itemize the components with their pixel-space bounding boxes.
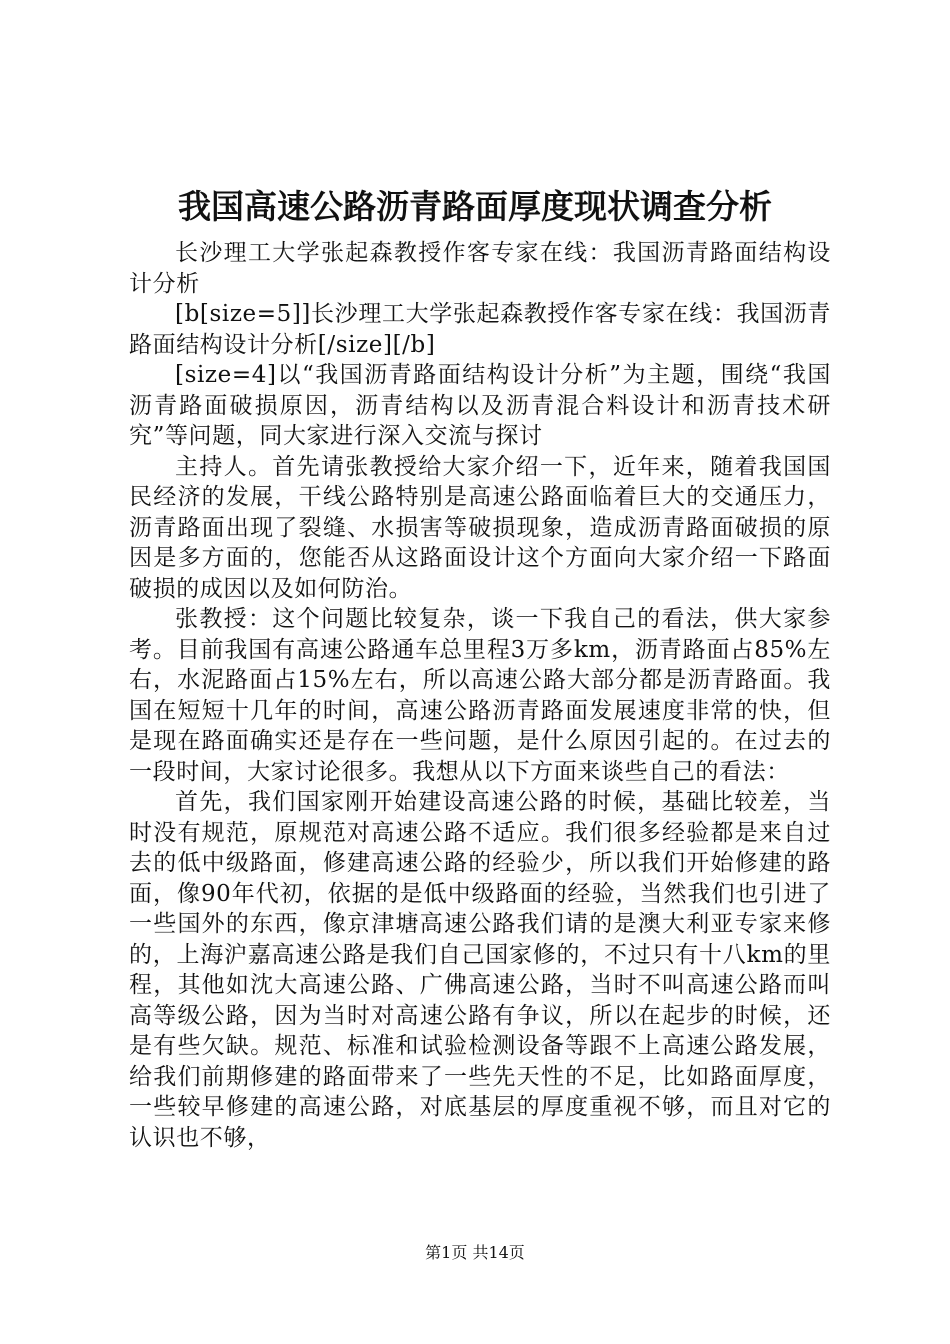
paragraph: 主持人。首先请张教授给大家介绍一下，近年来，随着我国国民经济的发展，干线公路特别是高速公路面临着巨大的交通压力，沥青路面出现了裂缝、水损害等破损现象，造成沥青路面破损的原因是多方面的，您能否从这路面设计这个方面向大家介绍一下路面破损的成因以及如何防治。 (129, 453, 831, 602)
document-title: 我国高速公路沥青路面厚度现状调查分析 (178, 187, 772, 226)
paragraph: [b[size=5]]长沙理工大学张起森教授作客专家在线：我国沥青路面结构设计分析[/size][/b] (129, 301, 831, 358)
page-footer: 第1页 共14页 (425, 1243, 525, 1262)
paragraph: 长沙理工大学张起森教授作客专家在线：我国沥青路面结构设计分析 (129, 240, 831, 297)
paragraph: 张教授：这个问题比较复杂，谈一下我自己的看法，供大家参考。目前我国有高速公路通车总里程3万多km，沥青路面占85%左右，水泥路面占15%左右，所以高速公路大部分都是沥青路面。我国在短短十几年的时间，高速公路沥青路面发展速度非常的快，但是现在路面确实还是存在一些问题，是什么原因引起的。在过去的一段时间，大家讨论很多。我想从以下方面来谈些自己的看法： (129, 606, 831, 785)
document-body (129, 238, 831, 1153)
paragraph: [size=4]以“我国沥青路面结构设计分析”为主题，围绕“我国沥青路面破损原因，沥青结构以及沥青混合料设计和沥青技术研究”等问题，同大家进行深入交流与探讨 (129, 362, 831, 449)
paragraph: 首先，我们国家刚开始建设高速公路的时候，基础比较差，当时没有规范，原规范对高速公路不适应。我们很多经验都是来自过去的低中级路面，修建高速公路的经验少，所以我们开始修建的路面，像90年代初，依据的是低中级路面的经验，当然我们也引进了一些国外的东西，像京津塘高速公路我们请的是澳大利亚专家来修的，上海沪嘉高速公路是我们自己国家修的，不过只有十八km的里程，其他如沈大高速公路、广佛高速公路，当时不叫高速公路而叫高等级公路，因为当时对高速公路有争议，所以在起步的时候，还是有些欠缺。规范、标准和试验检测设备等跟不上高速公路发展，给我们前期修建的路面带来了一些先天性的不足，比如路面厚度，一些较早修建的高速公路，对底基层的厚度重视不够，而且对它的认识也不够， (129, 789, 831, 1151)
